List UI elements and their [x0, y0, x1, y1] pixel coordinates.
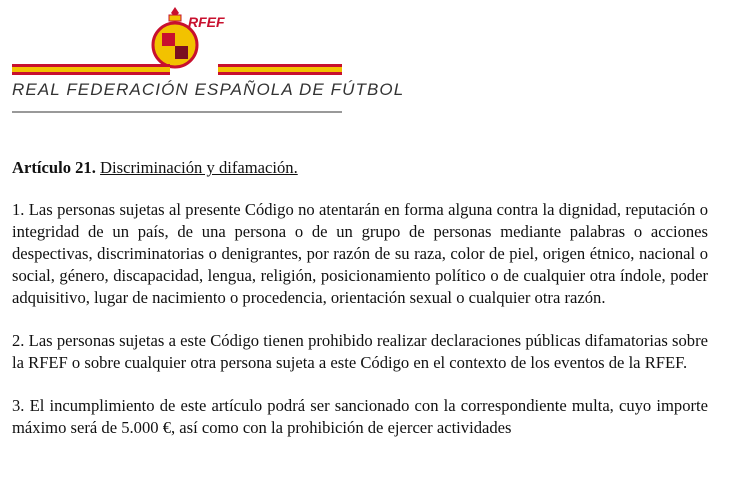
article-content: [12, 157, 708, 460]
article-number: Artículo 21.: [12, 158, 96, 177]
flag-band-right: [218, 64, 342, 75]
article-paragraph-1: 1. Las personas sujetas al presente Código no atentarán en forma alguna contra la dignidad, reputación o integridad de un país, de una persona o de un grupo de personas mediante palabras o acciones despectivas, discriminatorias o denigrantes, por razón de su raza, color de piel, origen étnico, nacional o social, género, discapacidad, lengua, religión, posicionamiento político o de cualquier otra índole, poder adquisitivo, lugar de nacimiento o procedencia, orientación sexual o cualquier otra razón.: [12, 200, 708, 307]
header-underline: [12, 111, 342, 113]
flag-band-left: [12, 64, 170, 75]
article-paragraph-2: 2. Las personas sujetas a este Código tienen prohibido realizar declaraciones públicas difamatorias sobre la RFEF o sobre cualquier otra persona sujeta a este Código en el contexto de los eventos de la RFEF.: [12, 331, 708, 372]
federation-name: REAL FEDERACIÓN ESPAÑOLA DE FÚTBOL: [12, 80, 405, 99]
svg-text:RFEF: RFEF: [188, 14, 225, 30]
document-header: [0, 0, 730, 125]
article-title: Discriminación y difamación.: [100, 158, 298, 177]
article-paragraph-3: 3. El incumplimiento de este artículo podrá ser sancionado con la correspondiente multa, cuyo importe máximo será de 5.000 €, así como con la prohibición de ejercer actividades: [12, 396, 708, 437]
rfef-crest-logo: [145, 5, 225, 73]
article-heading: [12, 157, 708, 179]
